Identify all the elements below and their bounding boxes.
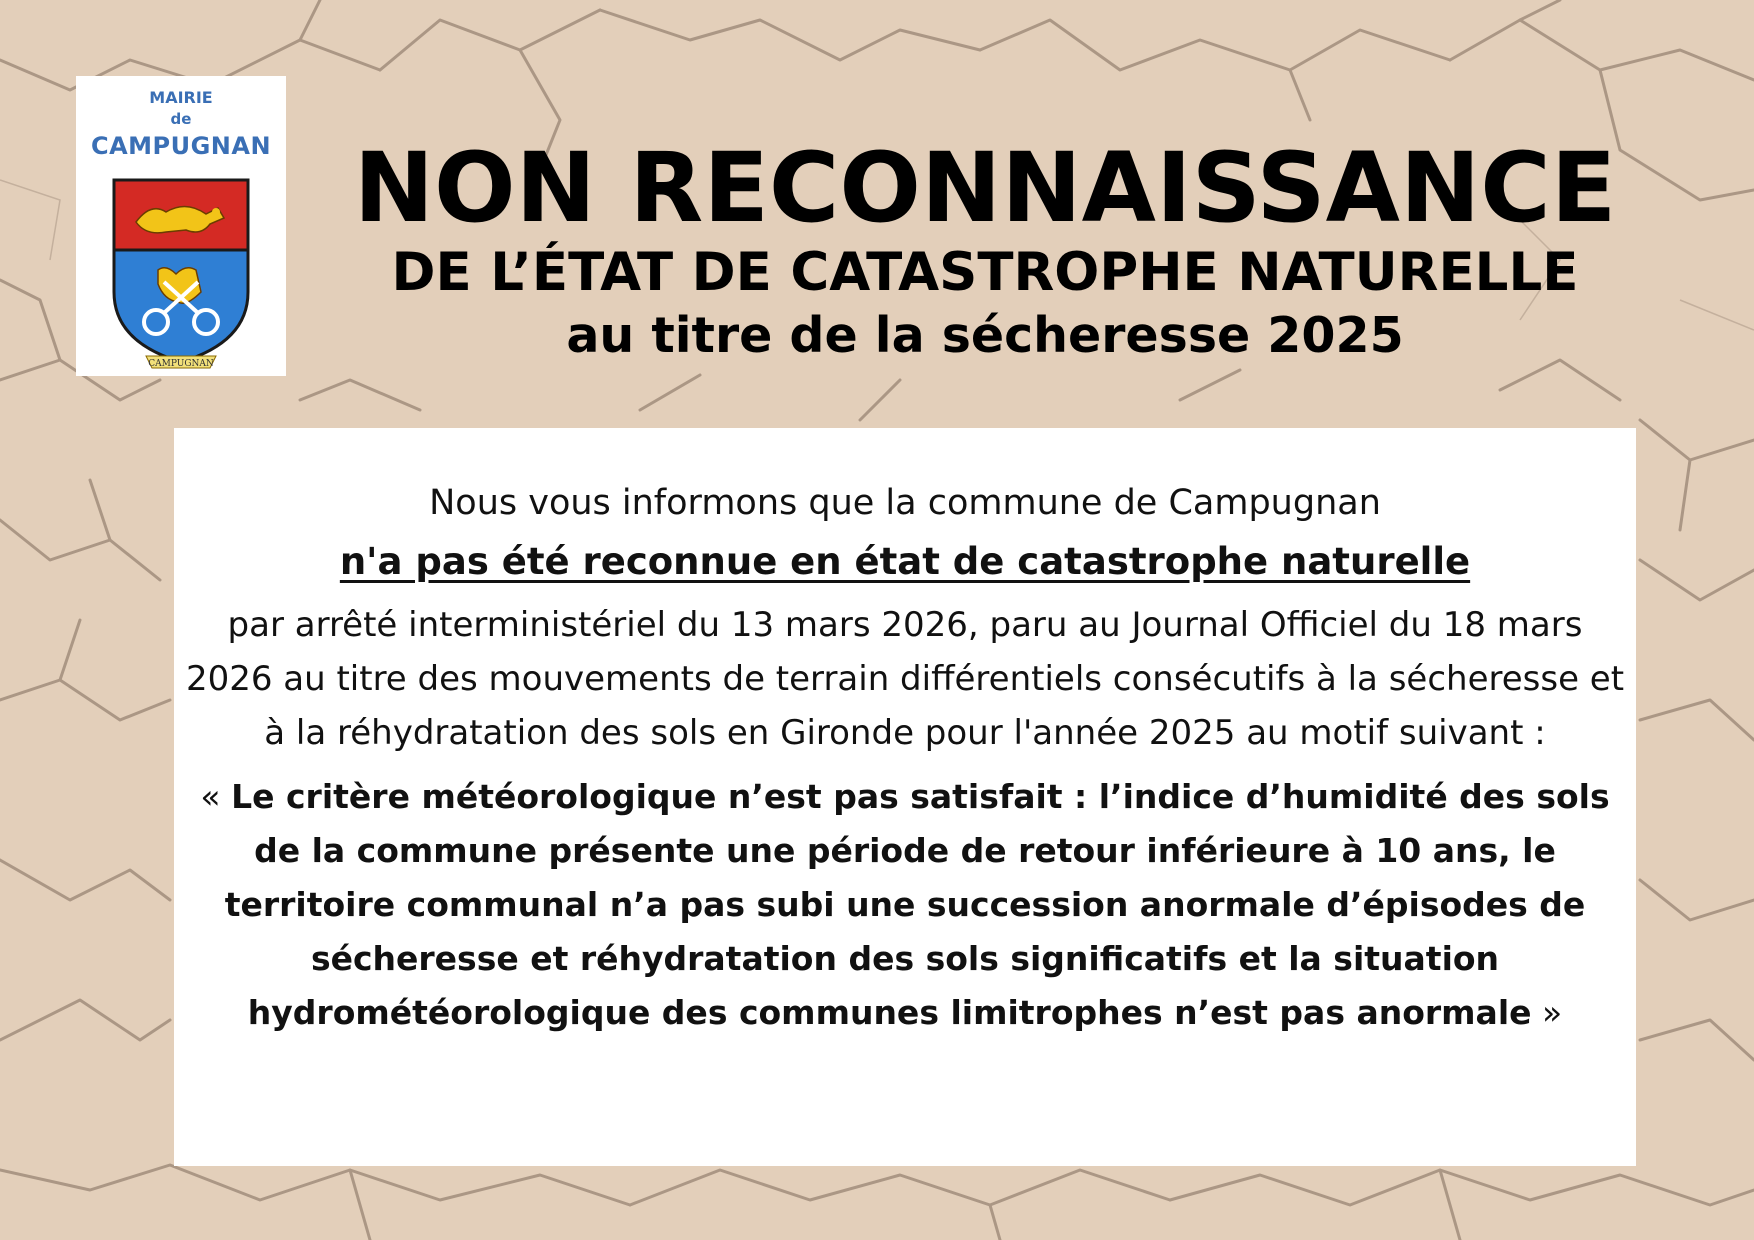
notice-panel — [174, 428, 1636, 1166]
notice-quote — [184, 770, 1626, 1040]
title-year-line: au titre de la sécheresse 2025 — [566, 307, 1404, 364]
title-subtitle: DE L’ÉTAT DE CATASTROPHE NATURELLE — [391, 242, 1579, 303]
logo-town-name: CAMPUGNAN — [90, 132, 272, 160]
notice-intro: Nous vous informons que la commune de Campugnan — [429, 483, 1381, 523]
quote-open-mark: « — [200, 777, 232, 816]
logo-ribbon-text: CAMPUGNAN — [148, 359, 214, 369]
quote-close-mark: » — [1531, 993, 1563, 1032]
notice-title — [300, 128, 1670, 368]
logo-mairie-text: MAIRIE — [149, 88, 213, 107]
title-main: NON RECONNAISSANCE — [353, 132, 1617, 244]
quote-text: Le critère météorologique n’est pas satisfait : l’indice d’humidité des sols de la commune présente une période de retour inférieure à 10 ans, le territoire communal n’a pas subi une succession anormale d’épisodes de sécheresse et réhydratation des sols significatifs et la situation hydrométéorologique des communes limitrophes n’est pas anormale — [224, 777, 1610, 1032]
notice-headline: n'a pas été reconnue en état de catastrophe naturelle — [339, 540, 1471, 583]
logo-de-text: de — [170, 110, 192, 128]
coat-of-arms-icon — [106, 172, 256, 372]
town-hall-logo — [76, 76, 286, 376]
notice-body: par arrêté interministériel du 13 mars 2026, paru au Journal Officiel du 18 mars 2026 au titre des mouvements de terrain différentiels consécutifs à la sécheresse et à la réhydratation des sols en Gironde pour l'année 2025 au motif suivant : — [185, 605, 1625, 753]
